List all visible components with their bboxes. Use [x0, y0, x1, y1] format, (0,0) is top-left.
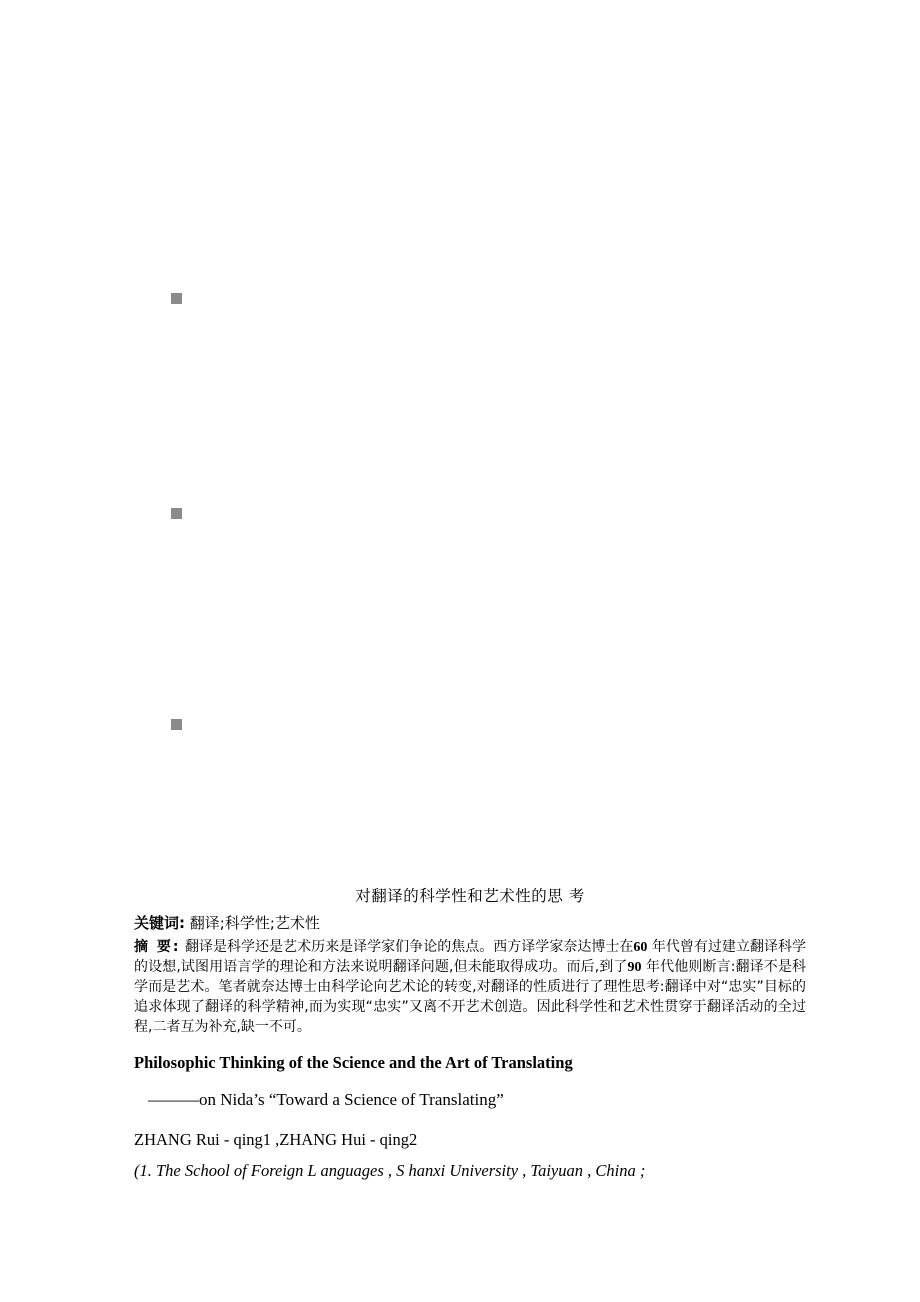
abstract-text-2: 年代曾有过建立翻译科学的设想,试图用语言学的理论和方法来说明翻译问题,但未能取得成功。而后,到了 — [134, 939, 806, 976]
bullet-square-icon-2 — [171, 508, 182, 519]
document-content — [134, 884, 806, 1181]
abstract-text-1: 翻译是科学还是艺术历来是译学家们争论的焦点。西方译学家奈达博士在 — [180, 939, 634, 956]
keywords-line — [134, 913, 806, 933]
abstract-text-3: 年代他则断言:翻译不是科学而是艺术。笔者就奈达博士由科学论向艺术论的转变,对翻译的性质进行了理性思考:翻译中对“忠实”目标的追求体现了翻译的科学精神,而为实现“忠实”又离不开艺术创造。因此科学性和艺术性贯穿于翻译活动的全过程,二者互为补充,缺一不可。 — [134, 959, 806, 1035]
bullet-square-icon-1 — [171, 293, 182, 304]
authors-line: ZHANG Rui - qing1 ,ZHANG Hui - qing2 — [134, 1130, 418, 1150]
abstract-number-1: 60 — [633, 940, 648, 956]
chinese-title: 对翻译的科学性和艺术性的思 考 — [355, 887, 585, 905]
abstract-label: 摘 要: — [134, 939, 181, 956]
keywords-value: 翻译;科学性;艺术性 — [185, 914, 320, 932]
english-title: Philosophic Thinking of the Science and the Art of Translating — [134, 1052, 573, 1072]
bullet-square-icon-3 — [171, 719, 182, 730]
abstract-block — [134, 938, 806, 1037]
affiliation-line: (1. The School of Foreign L anguages , S hanxi University , Taiyuan , China ; — [134, 1160, 646, 1180]
english-subtitle: ———on Nida’s “Toward a Science of Translating” — [148, 1090, 504, 1110]
abstract-number-2: 90 — [627, 960, 642, 976]
keywords-label: 关键词: — [134, 914, 185, 932]
